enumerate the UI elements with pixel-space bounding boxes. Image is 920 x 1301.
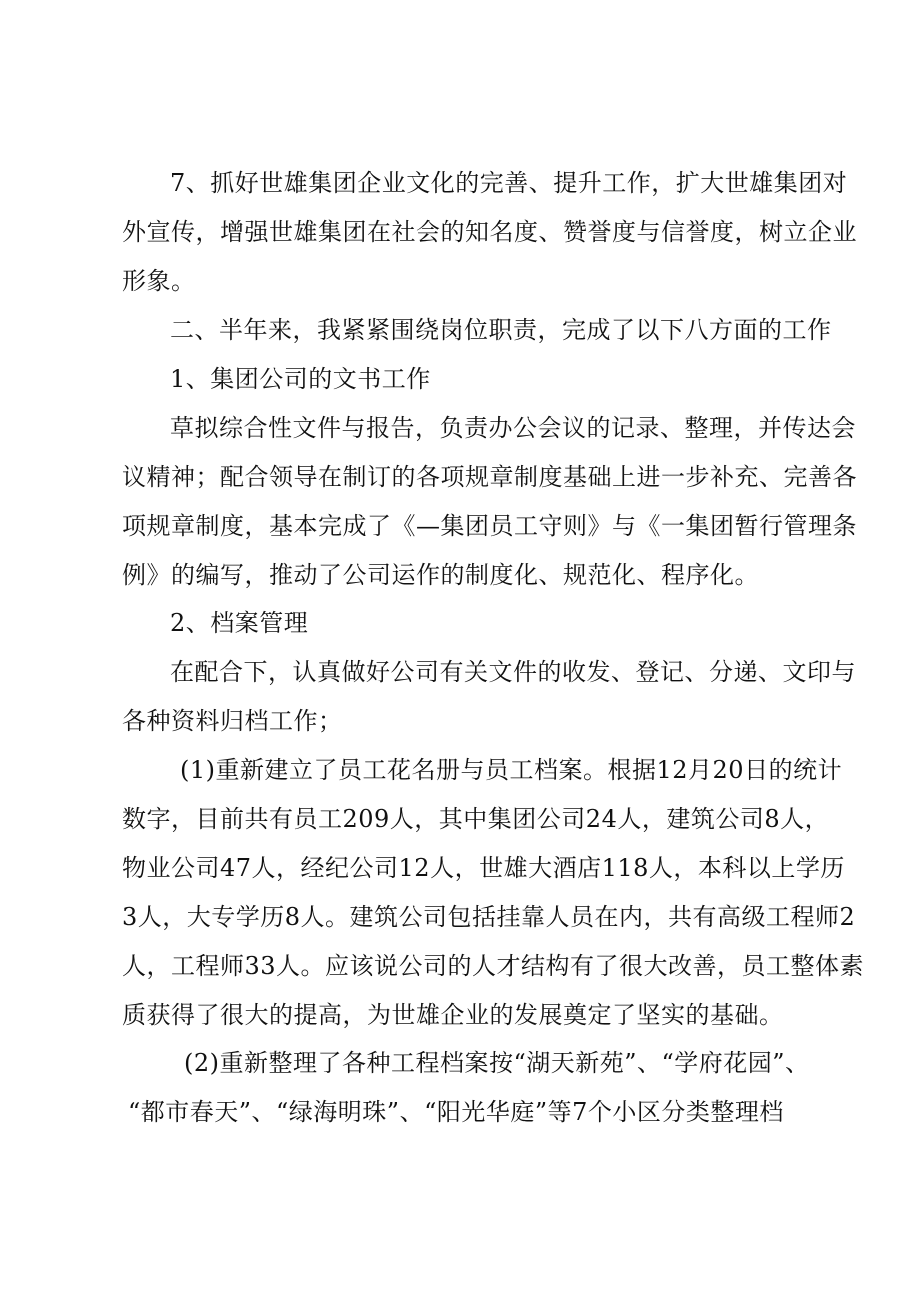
- paragraph-7-line-2: 外宣传，增强世雄集团在社会的知名度、赞誉度与信誉度，树立企业: [122, 218, 857, 246]
- subitem-1-line-6: 质获得了很大的提高，为世雄企业的发展奠定了坚实的基础。: [122, 1001, 784, 1029]
- subitem-1-line-2: 数字，目前共有员工209人，其中集团公司24人，建筑公司8人，: [122, 805, 830, 833]
- item-2-heading: 2、档案管理: [170, 609, 309, 637]
- paragraph-7-line-3: 形象。: [122, 267, 196, 295]
- item-1-body-line-2: 议精神；配合领导在制订的各项规章制度基础上进一步补充、完善各: [122, 463, 857, 491]
- item-2-body-line-1: 在配合下，认真做好公司有关文件的收发、登记、分递、文印与: [170, 658, 856, 686]
- paragraph-7-line-1: 7、抓好世雄集团企业文化的完善、提升工作，扩大世雄集团对: [170, 169, 848, 197]
- subitem-1-line-5: 人，工程师33人。应该说公司的人才结构有了很大改善，员工整体素: [122, 952, 865, 980]
- item-1-body-line-3: 项规章制度，基本完成了《—集团员工守则》与《一集团暂行管理条: [122, 512, 857, 540]
- item-2-body-line-2: 各种资料归档工作；: [122, 707, 343, 735]
- section-two-heading: 二、半年来，我紧紧围绕岗位职责，完成了以下八方面的工作: [170, 316, 832, 344]
- subitem-2-line-1: (2)重新整理了各种工程档案按“湖天新苑”、“学府花园”、: [184, 1049, 810, 1077]
- subitem-1-line-1: (1)重新建立了员工花名册与员工档案。根据12月20日的统计: [180, 756, 843, 784]
- item-1-heading: 1、集团公司的文书工作: [170, 365, 431, 393]
- item-1-body-line-4: 例》的编写，推动了公司运作的制度化、规范化、程序化。: [122, 561, 759, 589]
- subitem-1-line-3: 物业公司47人，经纪公司12人，世雄大酒店118人，本科以上学历: [122, 854, 845, 882]
- subitem-2-line-2: “都市春天”、“绿海明珠”、“阳光华庭”等7个小区分类整理档: [128, 1098, 784, 1126]
- item-1-body-line-1: 草拟综合性文件与报告，负责办公会议的记录、整理，并传达会: [170, 414, 856, 442]
- subitem-1-line-4: 3人，大专学历8人。建筑公司包括挂靠人员在内，共有高级工程师2: [122, 903, 856, 931]
